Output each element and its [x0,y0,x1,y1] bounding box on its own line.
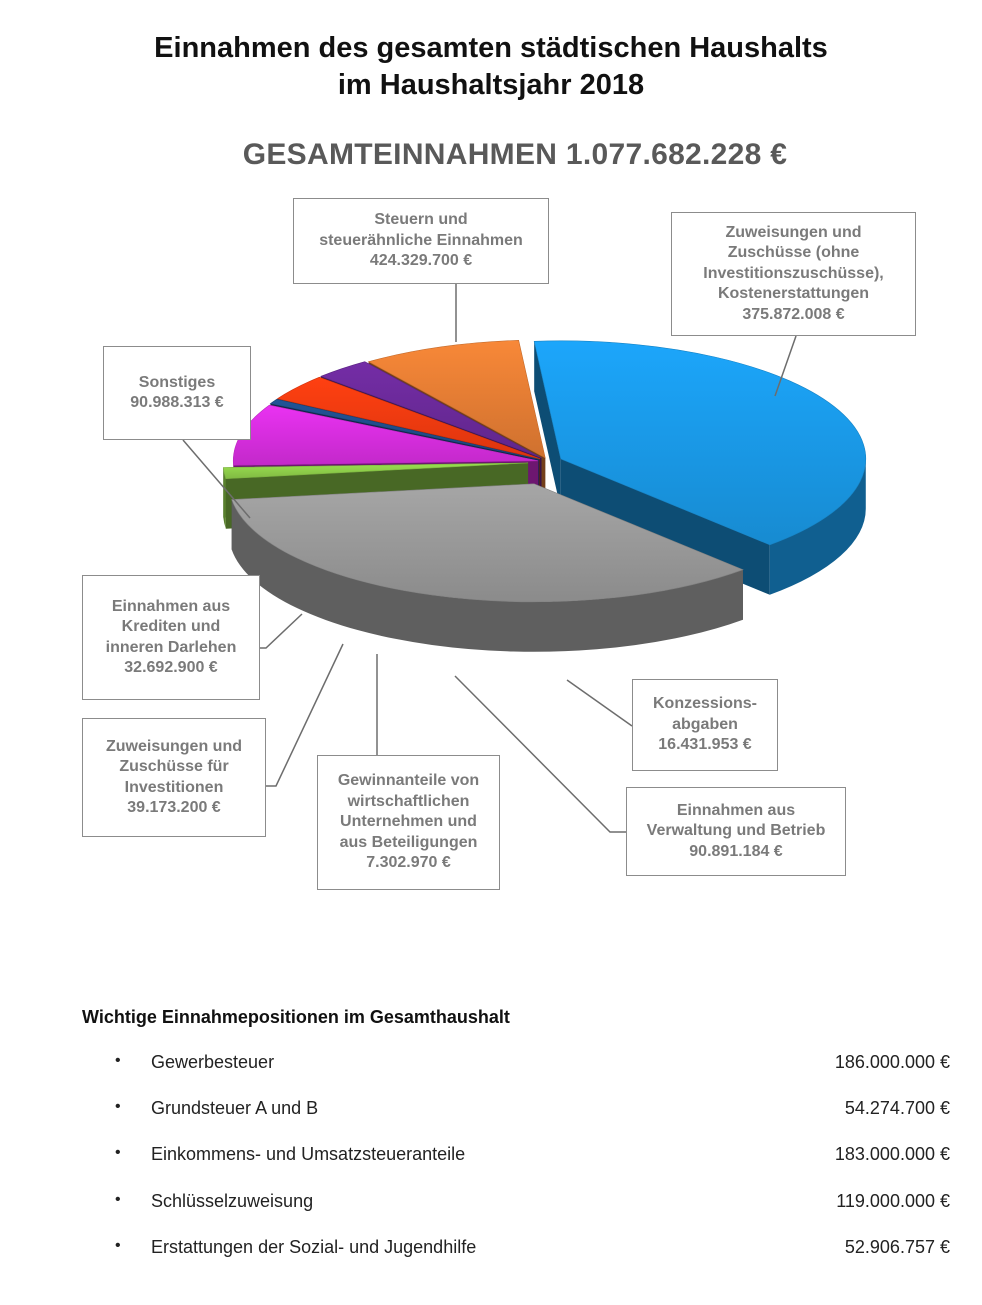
slice-label-text: Sonstiges [138,373,216,391]
slice-label-text: Einnahmen aus [676,801,796,819]
slice-label-text: Investitionen [124,778,224,796]
slice-label-text: Kostenerstattungen [717,285,870,303]
positions-heading: Wichtige Einnahmepositionen im Gesamthaushalt [82,1007,510,1027]
position-row [115,1144,950,1170]
leader-line [260,614,302,648]
bullet-icon: • [115,1190,121,1208]
position-row [115,1191,950,1217]
slice-label-text: inneren Darlehen [105,638,237,656]
slice-label-text: Einnahmen aus [111,597,231,615]
slice-label-text: wirtschaftlichen [347,792,470,810]
position-name: Grundsteuer A und B [151,1098,319,1119]
position-value: 186.000.000 € [834,1052,950,1072]
leader-line [567,680,632,726]
slice-label-box [82,718,266,837]
slice-value-text: 90.988.313 € [130,394,224,411]
slice-label-text: Zuweisungen und [725,223,862,241]
slice-label-text: Steuern und [374,211,468,229]
position-name: Schlüsselzuweisung [151,1190,314,1211]
position-row [115,1098,950,1124]
slice-label-text: Zuweisungen und [106,737,242,755]
slice-label-text: abgaben [672,715,738,733]
slice-value-text: 39.173.200 € [127,799,221,816]
slice-label-text: steuerähnliche Einnahmen [319,231,523,249]
bullet-icon: • [115,1144,121,1162]
slice-label-text: Verwaltung und Betrieb [646,822,826,840]
position-name: Einkommens- und Umsatzsteueranteile [151,1144,466,1165]
slice-label-box [293,198,549,284]
slice-label-text: aus Beteiligungen [339,833,478,851]
slice-label-box [632,679,778,771]
slice-value-text: 16.431.953 € [658,736,752,754]
slice-label-box [317,755,500,890]
bullet-icon: • [115,1236,121,1254]
total-revenue-heading: GESAMTEINNAHMEN 1.077.682.228 € [242,138,788,171]
slice-value-text: 32.692.900 € [124,659,218,676]
bullet-icon: • [115,1052,121,1069]
title-line-1: Einnahmen des gesamten städtischen Haushalts [154,32,828,64]
slice-value-text: 90.891.184 € [689,842,783,860]
slice-label-text: Gewinnanteile von [337,772,480,790]
position-row [115,1052,950,1078]
position-value: 54.274.700 € [844,1098,950,1119]
slice-label-text: Unternehmen und [340,813,477,831]
slice-value-text: 7.302.970 € [366,854,451,872]
position-value: 52.906.757 € [844,1236,950,1257]
slice-label-box [671,212,916,336]
title-line-2: im Haushaltsjahr 2018 [337,69,645,101]
position-name: Erstattungen der Sozial- und Jugendhilfe [151,1236,477,1257]
slice-label-box [626,787,846,876]
slice-value-text: 375.872.008 € [742,305,845,323]
slice-label-text: Zuschüsse für [119,758,229,775]
position-name: Gewerbesteuer [151,1052,275,1072]
slice-label-text: Zuschüsse (ohne [727,244,860,262]
bullet-icon: • [115,1098,121,1116]
slice-value-text: 424.329.700 € [369,252,473,270]
slice-label-text: Konzessions- [652,695,757,713]
slice-label-text: Investitionszuschüsse), [703,264,884,282]
slice-label-box [103,346,251,440]
slice-label-text: Krediten und [121,618,221,635]
position-row [115,1237,950,1263]
position-value: 183.000.000 € [834,1144,950,1165]
position-value: 119.000.000 € [836,1190,950,1211]
slice-label-box [82,575,260,700]
